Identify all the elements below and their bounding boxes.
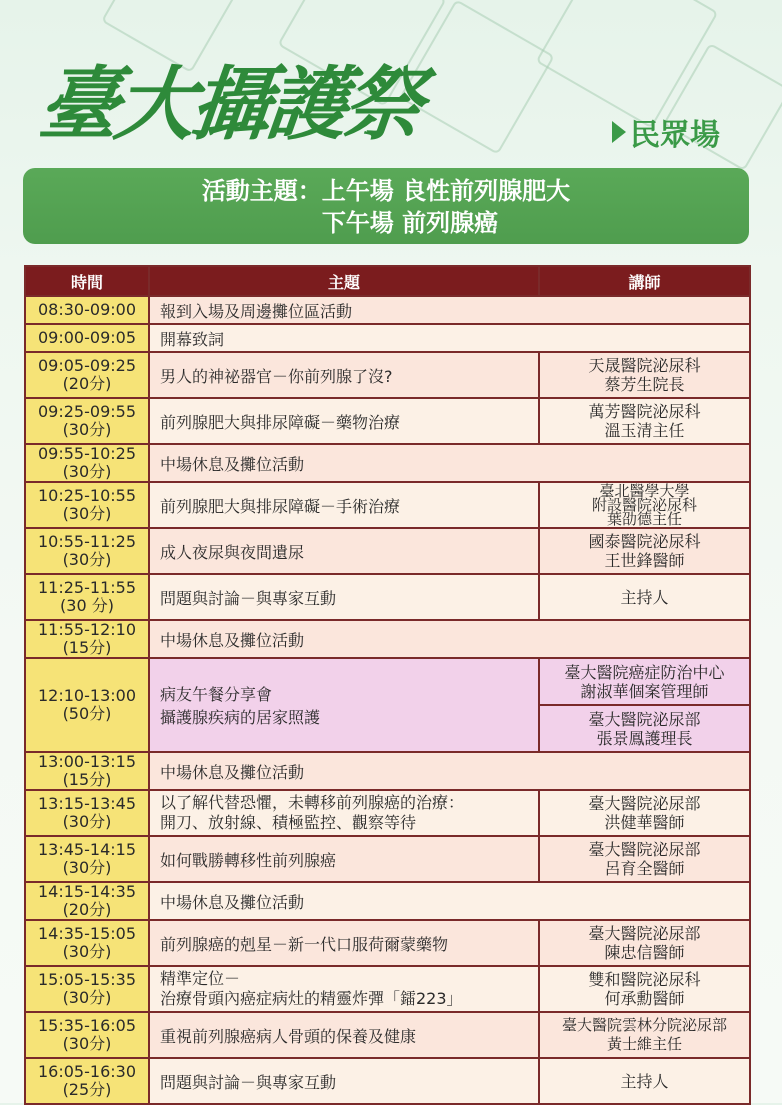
speaker-cell: 天晟醫院泌尿科 蔡芳生院長 xyxy=(539,352,750,398)
topic-cell: 前列腺肥大與排尿障礙－藥物治療 xyxy=(149,398,539,444)
header-speaker: 講師 xyxy=(539,266,750,296)
topic-cell: 重視前列腺癌病人骨頭的保養及健康 xyxy=(149,1012,539,1058)
topic-cell: 問題與討論－與專家互動 xyxy=(149,574,539,620)
page-title: 臺大攝護祭 xyxy=(34,57,425,151)
table-row xyxy=(25,790,750,836)
speaker-cell: 臺大醫院癌症防治中心 謝淑華個案管理師 xyxy=(539,658,750,705)
speaker-cell: 國泰醫院泌尿科 王世鋒醫師 xyxy=(539,528,750,574)
time-cell: 13:15-13:45 (30分) xyxy=(25,790,149,836)
speaker-cell: 臺北醫學大學 附設醫院泌尿科 葉劭德主任 xyxy=(539,482,750,528)
speaker-cell: 臺大醫院泌尿部 洪健華醫師 xyxy=(539,790,750,836)
table-row xyxy=(25,920,750,966)
time-cell: 14:35-15:05 (30分) xyxy=(25,920,149,966)
header-topic: 主題 xyxy=(149,266,539,296)
time-cell: 10:55-11:25 (30分) xyxy=(25,528,149,574)
topic-cell: 中場休息及攤位活動 xyxy=(149,620,750,658)
topic-cell: 報到入場及周邊攤位區活動 xyxy=(149,296,750,324)
schedule-table xyxy=(24,265,751,1105)
table-row xyxy=(25,296,750,324)
theme-banner xyxy=(23,168,749,244)
table-row xyxy=(25,574,750,620)
topic-cell: 男人的神祕器官－你前列腺了沒? xyxy=(149,352,539,398)
triangle-right-icon xyxy=(612,121,626,143)
topic-cell: 問題與討論－與專家互動 xyxy=(149,1058,539,1104)
topic-cell: 中場休息及攤位活動 xyxy=(149,752,750,790)
audience-tag-label: 民眾場 xyxy=(630,118,720,153)
audience-tag xyxy=(612,110,720,154)
time-cell: 13:00-13:15 (15分) xyxy=(25,752,149,790)
time-cell: 09:00-09:05 xyxy=(25,324,149,352)
time-cell: 15:35-16:05 (30分) xyxy=(25,1012,149,1058)
table-row xyxy=(25,836,750,882)
time-cell: 08:30-09:00 xyxy=(25,296,149,324)
speaker-cell: 臺大醫院泌尿部 張景鳳護理長 xyxy=(539,705,750,752)
time-cell: 09:25-09:55 (30分) xyxy=(25,398,149,444)
topic-cell: 開幕致詞 xyxy=(149,324,750,352)
topic-cell: 如何戰勝轉移性前列腺癌 xyxy=(149,836,539,882)
time-cell: 16:05-16:30 (25分) xyxy=(25,1058,149,1104)
topic-cell: 中場休息及攤位活動 xyxy=(149,882,750,920)
table-row xyxy=(25,528,750,574)
time-cell: 13:45-14:15 (30分) xyxy=(25,836,149,882)
speaker-cell: 臺大醫院泌尿部 陳忠信醫師 xyxy=(539,920,750,966)
speaker-cell: 主持人 xyxy=(539,574,750,620)
table-row xyxy=(25,1058,750,1104)
table-row xyxy=(25,658,750,705)
speaker-cell: 萬芳醫院泌尿科 溫玉清主任 xyxy=(539,398,750,444)
topic-cell: 病友午餐分享會 攝護腺疾病的居家照護 xyxy=(149,658,539,752)
speaker-cell: 臺大醫院泌尿部 呂育全醫師 xyxy=(539,836,750,882)
topic-cell: 成人夜尿與夜間遺尿 xyxy=(149,528,539,574)
topic-cell: 中場休息及攤位活動 xyxy=(149,444,750,482)
table-row xyxy=(25,398,750,444)
time-cell: 11:55-12:10 (15分) xyxy=(25,620,149,658)
table-row xyxy=(25,966,750,1012)
table-row xyxy=(25,882,750,920)
table-row xyxy=(25,352,750,398)
speaker-cell: 雙和醫院泌尿科 何承勳醫師 xyxy=(539,966,750,1012)
time-cell: 15:05-15:35 (30分) xyxy=(25,966,149,1012)
table-row xyxy=(25,620,750,658)
speaker-cell: 主持人 xyxy=(539,1058,750,1104)
speaker-cell: 臺大醫院雲林分院泌尿部 黃士維主任 xyxy=(539,1012,750,1058)
time-cell: 14:15-14:35 (20分) xyxy=(25,882,149,920)
topic-cell: 前列腺癌的剋星－新一代口服荷爾蒙藥物 xyxy=(149,920,539,966)
time-cell: 12:10-13:00 (50分) xyxy=(25,658,149,752)
table-row xyxy=(25,324,750,352)
header-time: 時間 xyxy=(25,266,149,296)
time-cell: 11:25-11:55 (30 分) xyxy=(25,574,149,620)
time-cell: 10:25-10:55 (30分) xyxy=(25,482,149,528)
time-cell: 09:05-09:25 (20分) xyxy=(25,352,149,398)
time-cell: 09:55-10:25 (30分) xyxy=(25,444,149,482)
theme-line-morning: 活動主題：上午場 良性前列腺肥大 xyxy=(201,177,571,205)
table-row xyxy=(25,482,750,528)
theme-line-afternoon: 下午場 前列腺癌 xyxy=(321,209,499,237)
topic-cell: 精準定位－ 治療骨頭內癌症病灶的精靈炸彈「鐳223」 xyxy=(149,966,539,1012)
table-row xyxy=(25,752,750,790)
topic-cell: 前列腺肥大與排尿障礙－手術治療 xyxy=(149,482,539,528)
table-row xyxy=(25,1012,750,1058)
table-row xyxy=(25,444,750,482)
topic-cell: 以了解代替恐懼，未轉移前列腺癌的治療： 開刀、放射線、積極監控、觀察等待 xyxy=(149,790,539,836)
